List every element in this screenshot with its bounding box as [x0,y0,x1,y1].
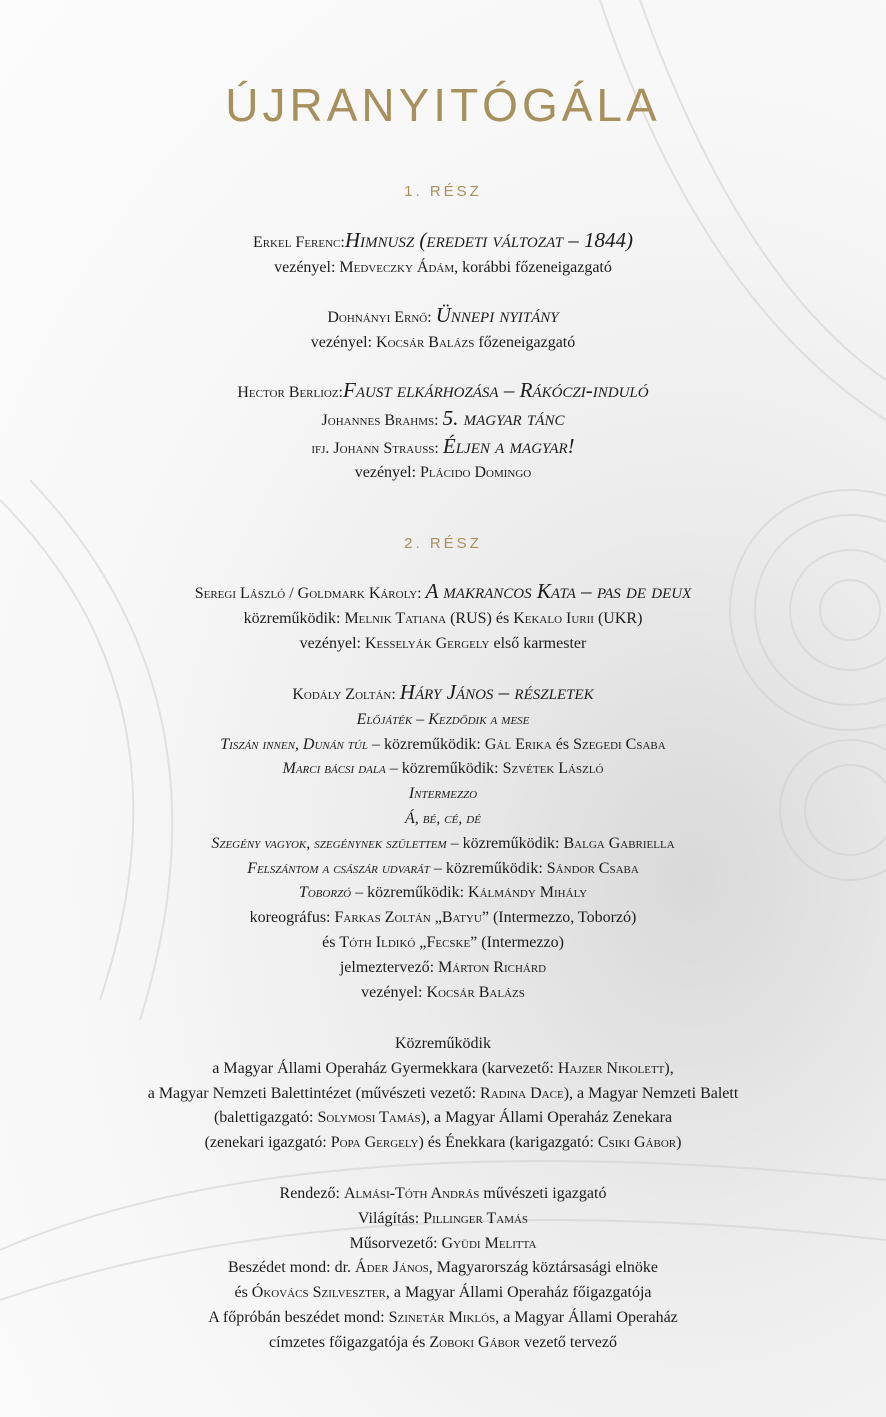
program-line: a Magyar Nemzeti Balettintézet (művészeti vezető: Radina Dace), a Magyar Nemzeti Balett [147,1084,739,1102]
program-line: vezényel: Medveczky Ádám, korábbi főzeneigazgató [274,258,612,276]
program-line: (balettigazgató: Solymosi Tamás), a Magyar Állami Operaház Zenekara [213,1109,673,1127]
program-line: Á, bé, cé, dé [405,809,481,827]
program-line: Seregi László / Goldmark Károly: A makrancos Kata – pas de deux [194,579,692,603]
program-line: Johannes Brahms: 5. magyar tánc [321,405,565,430]
credits-block [0,1032,886,1156]
program-line: Közreműködik [395,1035,491,1052]
program-line: Rendező: Almási-Tóth András művészeti igazgató [279,1185,607,1202]
program-line: Előjáték – Kezdődik a mese [356,710,530,728]
part-1-program [0,303,886,356]
program-line: vezényel: Kesselyák Gergely első karmester [299,634,587,652]
part-2-seregi [0,579,886,656]
program-line: Műsorvezető: Gyüdi Melitta [349,1234,537,1252]
program-line: ifj. Johann Strauss: Éljen a magyar! [311,433,575,458]
program-line: Beszédet mond: dr. Áder János, Magyarország köztársasági elnöke [227,1259,659,1277]
part-1-program [0,228,886,281]
program-line: Hector Berlioz:Faust elkárhozása – Rákóczi-induló [237,378,649,402]
program-line: Intermezzo [408,785,478,803]
program-line: vezényel: Kocsár Balázs [361,983,525,1001]
program-line: és Ókovács Szilveszter, a Magyar Állami Operaház főigazgatója [234,1284,652,1302]
program-line: Kodály Zoltán: Háry János – részletek [292,680,594,704]
program-line: (zenekari igazgató: Popa Gergely) és Énekkara (karigazgató: Csiki Gábor) [204,1134,682,1152]
program-line: vezényel: Kocsár Balázs főzeneigazgató [310,333,576,351]
page-title: ÚJRANYITÓGÁLA [225,79,661,131]
program-line: jelmeztervező: Márton Richárd [339,958,547,976]
program-line: Felszántom a császár udvarát – közreműködik: Sándor Csaba [247,859,639,877]
program-line: Szegény vagyok, szegénynek születtem – közreműködik: Balga Gabriella [211,834,675,852]
part-2-heading: 2. RÉSZ [404,535,482,552]
program-line: közreműködik: Melnik Tatiana (RUS) és Kekalo Iurii (UKR) [243,609,643,627]
program-line: a Magyar Állami Operaház Gyermekkara (karvezető: Hajzer Nikolett), [212,1059,674,1077]
program-line: koreográfus: Farkas Zoltán „Batyu” (Intermezzo, Toborzó) [249,909,637,927]
part-1-program [0,378,886,486]
program-line: Marci bácsi dala – közreműködik: Szvétek László [282,760,604,778]
program-line: Dohnányi Ernő: Ünnepi nyitány [327,303,559,327]
program-line: vezényel: Plácido Domingo [354,464,532,482]
part-1-heading: 1. RÉSZ [404,183,482,200]
program-line: Világítás: Pillinger Tamás [357,1209,529,1227]
program-line: Tiszán innen, Dunán túl – közreműködik: Gál Erika és Szegedi Csaba [220,735,666,753]
staff-block [0,1182,886,1356]
part-2-kodaly [0,680,886,1005]
program-line: A főpróbán beszédet mond: Szinetár Miklós, a Magyar Állami Operaház [208,1308,678,1326]
program-line: Erkel Ferenc:Himnusz (eredeti változat – 1844) [252,228,634,252]
program-line: Toborzó – közreműködik: Kálmándy Mihály [298,884,588,902]
program-line: és Tóth Ildikó „Fecske” (Intermezzo) [322,933,564,951]
program-line: címzetes főigazgatója és Zoboki Gábor vezető tervező [269,1333,617,1351]
